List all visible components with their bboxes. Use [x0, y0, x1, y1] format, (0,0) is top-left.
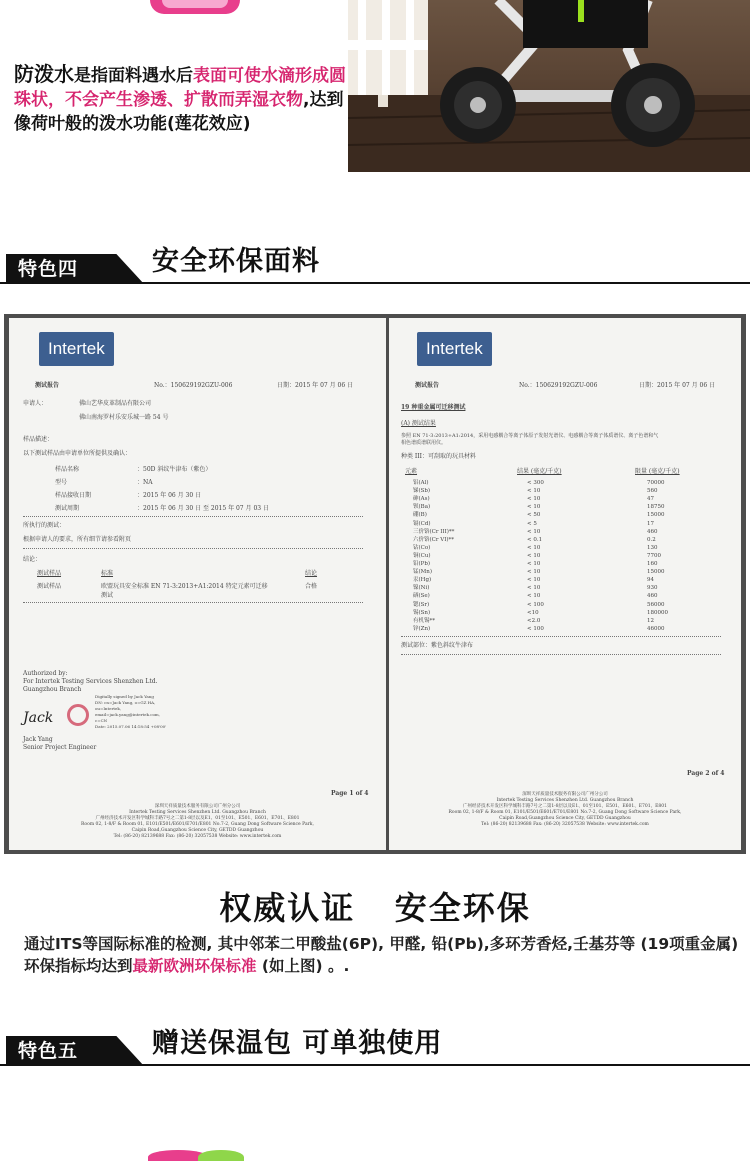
- conclusion-header-sample: 测试样品: [37, 570, 62, 577]
- divider: [23, 548, 363, 549]
- reference-text-2: 相色谱质谱联用仪。: [401, 440, 447, 446]
- digital-sig-line: Digitally signed by Jack Yang: [95, 694, 154, 699]
- row-element: 硼(B): [413, 512, 427, 519]
- conclusion-label: 结论：: [23, 556, 42, 563]
- row-result: < 100: [527, 601, 544, 608]
- row-limit: 930: [647, 585, 658, 592]
- row-result: < 10: [527, 561, 541, 567]
- row-result: < 0.1: [527, 536, 543, 543]
- field-value-text: 2015 年 06 月 30 日 至 2015 年 07 月 03 日: [143, 505, 269, 512]
- applicant-address: 佛山南海罗村乐安乐城一路 54 号: [79, 414, 169, 421]
- digital-sig-line: DN: cn=Jack Yang, o=GZ HA,: [95, 700, 156, 705]
- field-value-text: 2015 年 06 月 30 日: [143, 492, 202, 499]
- report-title: 测试报告: [35, 382, 60, 389]
- row-element: 镍(Ni): [413, 585, 430, 592]
- report-number: No.：150629192GZU-006: [154, 382, 233, 389]
- company-branch: Guangzhou Branch: [23, 686, 82, 693]
- waterproof-keyword: 防泼水: [14, 62, 74, 86]
- field-label: 样品名称: [55, 466, 80, 473]
- row-element: 锡(Sn): [413, 609, 431, 616]
- report-date: 日期：2015 年 07 月 06 日: [277, 382, 354, 389]
- row-result: < 10: [527, 528, 541, 535]
- handwritten-signature: Jack: [23, 710, 54, 726]
- sample-desc-label: 样品描述：: [23, 436, 54, 443]
- section-title: 19 种重金属可迁移测试: [401, 404, 466, 411]
- authority-text-after: (如上图) 。.: [256, 957, 350, 975]
- divider: [23, 516, 363, 517]
- conclusion-result: 合格: [305, 583, 318, 590]
- divider: [401, 654, 721, 655]
- digital-sig-line: Date: 2015.07.06 14:18:54 +08'00': [95, 724, 167, 729]
- authorized-by: Authorized by:: [23, 670, 68, 677]
- row-result: < 10: [527, 569, 541, 576]
- row-element: 锌(Zn): [413, 625, 431, 632]
- conclusion-header-standard: 标准: [101, 570, 114, 577]
- digital-sig-line: email=jack.yang@intertek.com,: [95, 712, 160, 717]
- field-value: ：NA: [137, 479, 153, 486]
- authority-highlight: 最新欧洲环保标准: [132, 957, 257, 975]
- row-limit: 12: [647, 617, 654, 624]
- bottom-decoration-green: [198, 1150, 244, 1161]
- field-label: 样品接收日期: [55, 492, 92, 499]
- footer-line: 广州经济技术开发区科学城科丰路7号之二第1-8层以及E1、01至101、E501、E601、E701、E801: [95, 816, 300, 821]
- row-result: < 10: [527, 504, 541, 511]
- row-limit: 18750: [647, 504, 665, 511]
- conclusion-standard-line2: 测试: [101, 592, 114, 599]
- row-limit: 460: [647, 593, 658, 600]
- material-category: 种类 III：可刮取的玩具材料: [401, 453, 477, 460]
- field-label: 型号: [55, 479, 68, 486]
- waterproof-description: [14, 62, 346, 136]
- row-limit: 70000: [647, 480, 665, 486]
- row-result: < 100: [527, 625, 544, 632]
- row-result: < 300: [527, 480, 544, 486]
- row-element: 铜(Cu): [413, 552, 431, 559]
- field-value: ：2015 年 06 月 30 日 至 2015 年 07 月 03 日: [137, 505, 269, 512]
- authority-description: [24, 933, 744, 977]
- applicant-name: 佛山艺华皮革制品有限公司: [79, 400, 152, 407]
- tests-text: 根据申请人的要求，所有细节请参看附页: [23, 536, 132, 543]
- row-result: <10: [527, 609, 539, 616]
- row-limit: 0.2: [647, 536, 656, 543]
- row-element: 锶(Sr): [413, 601, 430, 608]
- applicant-label: 申请人：: [23, 400, 48, 407]
- footer-line: Intertek Testing Services Shenzhen Ltd. Guangzhou Branch: [496, 798, 634, 803]
- feature-5-header: [0, 1028, 750, 1068]
- footer-line: Caipin Road,Guangzhou Science City, GETDD Guangzhou: [499, 816, 631, 821]
- row-limit: 130: [647, 544, 658, 551]
- row-limit: 17: [647, 520, 654, 527]
- waterproof-text-after: ,达到像荷叶般的泼水功能(莲花效应): [14, 90, 344, 134]
- row-element: 砷(As): [413, 496, 430, 503]
- report-title: 测试报告: [415, 382, 440, 389]
- row-result: < 10: [527, 585, 541, 592]
- row-element: 钴(Co): [413, 544, 431, 551]
- row-limit: 94: [647, 577, 654, 584]
- authority-text-before: 通过ITS等国际标准的检测, 其中邻苯二甲酸盐(6P), 甲醛, 铅(Pb),多环芳香烃,壬基芬等 (19项重金属) 环保指标均达到: [24, 935, 739, 975]
- row-result: < 10: [527, 496, 541, 503]
- field-value: ：2015 年 06 月 30 日: [137, 492, 202, 499]
- page-number: Page 1 of 4: [331, 790, 369, 797]
- digital-sig-line: ou=Intertek,: [95, 706, 122, 711]
- certificate-page-1: [9, 318, 386, 850]
- feature-4-title: 安全环保面料: [152, 246, 320, 277]
- conclusion-sample: 测试样品: [37, 583, 62, 590]
- row-limit: 460: [647, 528, 658, 535]
- signer-name: Jack Yang: [23, 736, 53, 743]
- waterproof-text-before: 是指面料遇水后: [74, 66, 193, 86]
- field-value-text: 50D 斜纹牛津布（紫色）: [143, 466, 212, 473]
- row-element: 有机锡**: [413, 617, 436, 624]
- digital-sig-line: c=CN: [95, 718, 108, 723]
- footer-line: 深圳天祥质量技术服务有限公司广州分公司: [154, 804, 241, 809]
- reference-text: 参照 EN 71-3:2013+A1:2014，采用电感耦合等离子体原子发射光谱仪、电感耦合等离子体质谱仪、离子色谱和气: [401, 433, 659, 439]
- field-value-text: NA: [143, 479, 153, 486]
- row-result: < 10: [527, 488, 541, 495]
- row-limit: 180000: [647, 609, 668, 616]
- feature-4-header: [0, 246, 750, 286]
- waterproof-highlight: 表面可使水滴形成圆珠状，不会产生渗透、扩散而弄湿衣物: [14, 66, 346, 110]
- row-result: < 10: [527, 552, 541, 559]
- footer-line: Room 02, 1-8/F & Room 01, E101/E501/E601/E701/E801 No.7-2, Guang Dong Software Science Park,: [448, 810, 682, 815]
- divider: [23, 602, 363, 603]
- footer-line: Tel: (86-20) 82139688 Fax: (86-20) 32057538 Website: www.intertek.com: [481, 822, 649, 827]
- company-name: For Intertek Testing Services Shenzhen Ltd.: [23, 678, 158, 685]
- stroller-wheel-photo: [348, 0, 750, 172]
- row-limit: 15000: [647, 512, 665, 519]
- feature-5-title: 赠送保温包 可单独使用: [152, 1028, 443, 1059]
- row-limit: 46000: [647, 625, 665, 632]
- signature-seal: [67, 704, 89, 726]
- row-limit: 7700: [647, 552, 661, 559]
- result-label: (A) 测试结果: [401, 420, 436, 427]
- row-result: <2.0: [527, 617, 541, 624]
- feature-5-tab-label: 特色五: [18, 1040, 79, 1062]
- divider: [401, 636, 721, 637]
- col-header-limit: 限量 (毫克/千克): [635, 468, 680, 475]
- row-limit: 160: [647, 561, 658, 567]
- row-limit: 15000: [647, 569, 665, 576]
- top-decoration: [150, 0, 240, 14]
- row-result: < 5: [527, 520, 537, 527]
- row-element: 汞(Hg): [413, 577, 432, 584]
- row-result: < 10: [527, 544, 541, 551]
- row-element: 锰(Mn): [413, 569, 432, 576]
- feature-4-tab-label: 特色四: [18, 258, 79, 280]
- conclusion-header-result: 结论: [305, 570, 318, 577]
- row-element: 硒(Se): [413, 593, 430, 600]
- intertek-logo: Intertek: [417, 332, 492, 366]
- row-result: < 10: [527, 577, 541, 584]
- footer-line: Intertek Testing Services Shenzhen Ltd. Guangzhou Branch: [129, 810, 266, 815]
- footer-line: Room 02, 1-8/F & Room 01, E101/E501/E601/E701/E801 No.7-2, Guang Dong Software Science Park,: [81, 822, 314, 827]
- row-result: < 10: [527, 593, 541, 600]
- field-value: ：50D 斜纹牛津布（紫色）: [137, 466, 212, 473]
- field-label: 测试周期: [55, 505, 80, 512]
- row-element: 镉(Cd): [413, 520, 431, 527]
- footer-line: Tel: (86-20) 82139688 Fax: (86-20) 32057538 Website: www.intertek.com: [113, 834, 282, 839]
- row-limit: 56000: [647, 601, 665, 608]
- signer-title: Senior Project Engineer: [23, 744, 97, 751]
- row-element: 铅(Pb): [413, 561, 431, 567]
- col-header-result: 结果 (毫克/千克): [517, 468, 562, 475]
- row-element: 铝(Al): [413, 480, 429, 486]
- row-element: 三价铬(Cr III)**: [413, 528, 455, 535]
- page-number: Page 2 of 4: [687, 770, 725, 777]
- footer-line: 深圳天祥质量技术服务有限公司广州分公司: [522, 792, 608, 797]
- col-header-element: 元素: [405, 468, 418, 475]
- conclusion-standard: 欧盟玩具安全标准 EN 71-3:2013+A1:2014 特定元素可迁移: [101, 583, 268, 590]
- sample-note: 测试部位：紫色斜纹牛津布: [401, 642, 474, 649]
- row-element: 锑(Sb): [413, 488, 431, 495]
- row-limit: 560: [647, 488, 658, 495]
- report-number: No.：150629192GZU-006: [519, 382, 598, 389]
- intertek-logo: Intertek: [39, 332, 114, 366]
- row-element: 六价铬(Cr VI)**: [413, 536, 455, 543]
- authority-title: 权威认证 安全环保: [219, 889, 531, 927]
- certificate-page-2: [389, 318, 741, 850]
- report-date: 日期：2015 年 07 月 06 日: [639, 382, 716, 389]
- tests-label: 所执行的测试：: [23, 522, 66, 529]
- row-limit: 47: [647, 496, 654, 503]
- row-result: < 50: [527, 512, 541, 519]
- sample-desc-intro: 以下测试样品由申请单位所提供及确认：: [23, 450, 132, 457]
- footer-line: Caipin Road,Guangzhou Science City, GETDD Guangzhou: [131, 828, 264, 833]
- row-element: 钡(Ba): [413, 504, 431, 511]
- footer-line: 广州经济技术开发区科学城科丰路7号之二第1-8层以及E1、01至101、E501、E601、E701、E801: [462, 804, 668, 809]
- certificates-panel: [4, 314, 746, 854]
